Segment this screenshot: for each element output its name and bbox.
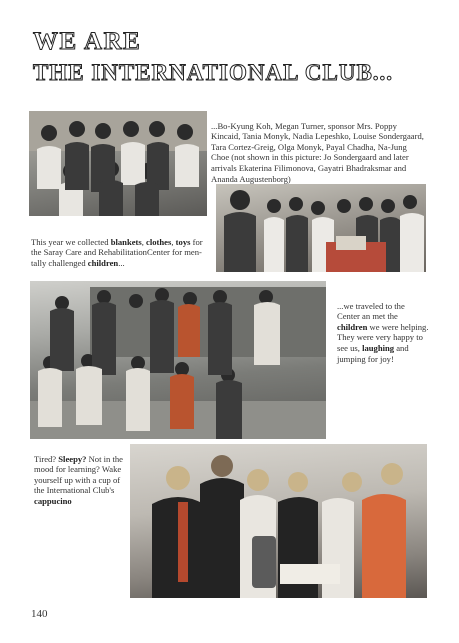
title-line-1: WE ARE [33, 28, 142, 55]
caption-visit: ...we traveled to the Center an met the children we were helping. They were very happy to see us, laughing and jumping for joy! [337, 300, 429, 364]
caption-cappucino: Tired? Sleepy? Not in the mood for learning? Wake yourself up with a cup of the International Club's cappucino [34, 453, 123, 506]
donations-photo [216, 184, 426, 272]
title-line-2: THE INTERNATIONAL CLUB... [33, 60, 394, 85]
center-visit-photo-figures [30, 281, 326, 439]
cappucino-photo-figures [130, 444, 427, 598]
page-number: 140 [31, 608, 48, 620]
caption-collection: This year we collected blankets, clothes, toys for the Saray Care and RehabilitationCenter for men-tally challenged children... [31, 236, 203, 268]
cappucino-photo [130, 444, 427, 598]
group-photo-indoors-figures [29, 111, 207, 216]
donations-photo-figures [216, 184, 426, 272]
center-visit-photo [30, 281, 326, 439]
caption-members: ...Bo-Kyung Koh, Megan Turner, sponsor Mrs. Poppy Kincaid, Tania Monyk, Nadia Lepeshko, Louise Sondergaard, Tara Cortez-Greig, Olga Monyk, Payal Chadha, Na-Jung Choe (not shown in this picture: Jo Sondergaard and later arrivals Ekaterina Filimonova, Gayatri Bhadraksmar and Ananda Augustenborg) [211, 120, 424, 184]
group-photo-indoors [29, 111, 207, 216]
